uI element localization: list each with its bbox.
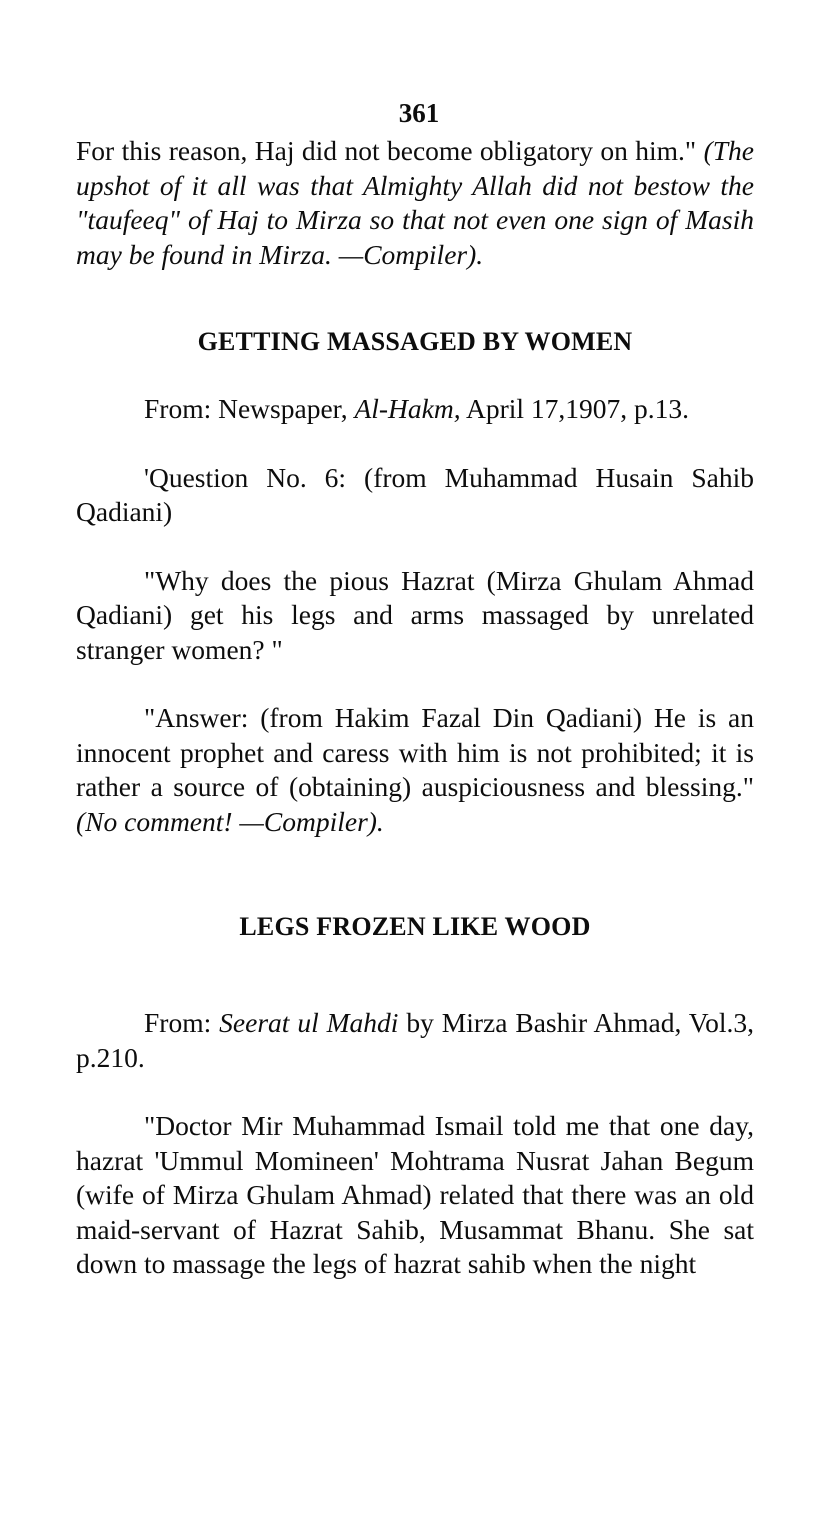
- source-suffix: April 17,1907, p.13.: [465, 393, 690, 424]
- question-paragraph: 'Question No. 6: (from Muhammad Husain Sahib Qadiani): [76, 461, 754, 527]
- section-heading-massaged: GETTING MASSAGED BY WOMEN: [197, 327, 633, 356]
- answer-text: "Answer: (from Hakim Fazal Din Qadiani) He is an innocent prophet and caress with him is not prohibited; it is rather a source of (obtaining) auspiciousness and blessing.": [76, 702, 754, 802]
- document-page: [76, 96, 754, 1282]
- source-citation-al-hakm: [76, 392, 754, 427]
- answer-paragraph: [76, 701, 754, 839]
- source-title: Seerat ul Mahdi: [219, 1007, 399, 1038]
- source-prefix: From:: [144, 1007, 212, 1038]
- answer-compiler-comment: (No comment! —Compiler).: [76, 805, 384, 837]
- source-citation-seerat: [76, 1006, 754, 1075]
- intro-compiler-note: (The upshot of it all was that Almighty Allah did not bestow the "taufeeq" of Haj to Mirza so that not even one sign of Masih may be found in Mirza. —Compiler).: [76, 135, 755, 270]
- intro-text: For this reason, Haj did not become obligatory on him.": [76, 135, 697, 166]
- intro-paragraph: [76, 134, 754, 272]
- source-title: Al-Hakm,: [354, 393, 461, 424]
- page-number: 361: [398, 98, 440, 128]
- source-suffix: by Mirza Bashir Ahmad, Vol.3, p.210.: [76, 1007, 755, 1073]
- question-quote: "Why does the pious Hazrat (Mirza Ghulam Ahmad Qadiani) get his legs and arms massaged by unrelated stranger women? ": [76, 564, 754, 665]
- section-heading-legs-frozen: LEGS FROZEN LIKE WOOD: [239, 912, 591, 941]
- source-prefix: From: Newspaper,: [144, 393, 348, 424]
- narration-paragraph: "Doctor Mir Muhammad Ismail told me that one day, hazrat 'Ummul Momineen' Mohtrama Nusrat Jahan Begum (wife of Mirza Ghulam Ahmad) related that there was an old maid-servant of Hazrat Sahib, Musammat Bhanu. She sat down to massage the legs of hazrat sahib when the night: [76, 1110, 754, 1279]
